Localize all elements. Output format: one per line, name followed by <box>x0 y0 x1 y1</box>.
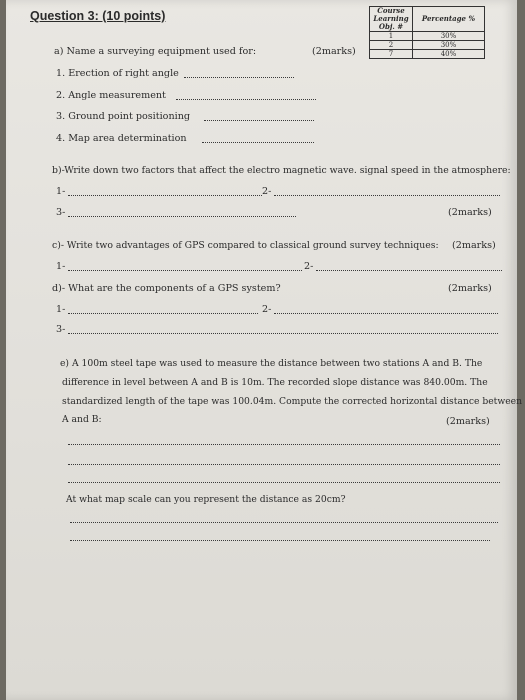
exam-paper <box>6 0 523 700</box>
part-a-item-4: 4. Map area determination <box>56 133 187 144</box>
part-e-line-3: standardized length of the tape was 100.04m. Compute the corrected horizontal distance between <box>62 396 523 407</box>
part-d-number-3: 3- <box>56 324 66 335</box>
question-title: Question 3: (10 points) <box>30 9 166 23</box>
part-e-line-4: A and B: <box>62 414 102 425</box>
objective-percentage: 40% <box>413 50 485 59</box>
part-e-line-2: difference in level between A and B is 10m. The recorded slope distance was 840.00m. The <box>62 377 488 388</box>
table-row <box>370 50 485 59</box>
answer-line[interactable] <box>274 313 498 314</box>
objective-number: 1 <box>370 32 413 41</box>
part-e-scale-question: At what map scale can you represent the distance as 20cm? <box>66 494 346 505</box>
table-header-row <box>370 7 485 32</box>
part-a-item-3: 3. Ground point positioning <box>56 111 191 122</box>
part-c-marks: (2marks) <box>452 240 496 251</box>
objective-percentage: 30% <box>413 41 485 50</box>
table-row <box>370 32 485 41</box>
answer-line[interactable] <box>202 142 314 143</box>
part-a-prompt: a) Name a surveying equipment used for: <box>54 46 257 57</box>
part-d-number-2: 2- <box>262 304 272 315</box>
part-e-marks: (2marks) <box>446 416 490 427</box>
answer-line[interactable] <box>274 195 500 196</box>
header-percentage: Percentage % <box>413 7 485 32</box>
objective-percentage: 30% <box>413 32 485 41</box>
answer-line[interactable] <box>68 313 258 314</box>
answer-line[interactable] <box>176 99 316 100</box>
part-e-line-1: e) A 100m steel tape was used to measure the distance between two stations A and B. The <box>60 358 483 369</box>
learning-objectives-table <box>369 6 485 59</box>
part-b-number-1: 1- <box>56 186 66 197</box>
answer-line[interactable] <box>70 540 490 541</box>
table-row <box>370 41 485 50</box>
answer-line[interactable] <box>68 464 500 465</box>
part-a-item-1: 1. Erection of right angle <box>56 68 179 79</box>
answer-line[interactable] <box>68 333 498 334</box>
answer-line[interactable] <box>70 522 498 523</box>
answer-line[interactable] <box>184 77 294 78</box>
header-course-objective: Course Learning Obj. # <box>370 7 413 32</box>
part-d-prompt: d)- What are the components of a GPS system? <box>52 283 281 294</box>
answer-line[interactable] <box>204 120 314 121</box>
part-d-number-1: 1- <box>56 304 66 315</box>
part-c-number-2: 2- <box>304 261 314 272</box>
objective-number: 2 <box>370 41 413 50</box>
part-b-marks: (2marks) <box>448 207 492 218</box>
part-b-number-3: 3- <box>56 207 66 218</box>
answer-line[interactable] <box>68 270 302 271</box>
answer-line[interactable] <box>68 195 262 196</box>
part-a-marks: (2marks) <box>312 46 356 57</box>
objective-number: 7 <box>370 50 413 59</box>
answer-line[interactable] <box>68 216 296 217</box>
part-c-number-1: 1- <box>56 261 66 272</box>
part-a-item-2: 2. Angle measurement <box>56 90 166 101</box>
part-b-prompt: b)-Write down two factors that affect the electro magnetic wave. signal speed in the atmosphere: <box>52 165 511 176</box>
answer-line[interactable] <box>68 482 500 483</box>
part-d-marks: (2marks) <box>448 283 492 294</box>
part-c-prompt: c)- Write two advantages of GPS compared to classical ground survey techniques: <box>52 240 439 251</box>
part-b-number-2: 2- <box>262 186 272 197</box>
answer-line[interactable] <box>68 444 500 445</box>
answer-line[interactable] <box>316 270 502 271</box>
